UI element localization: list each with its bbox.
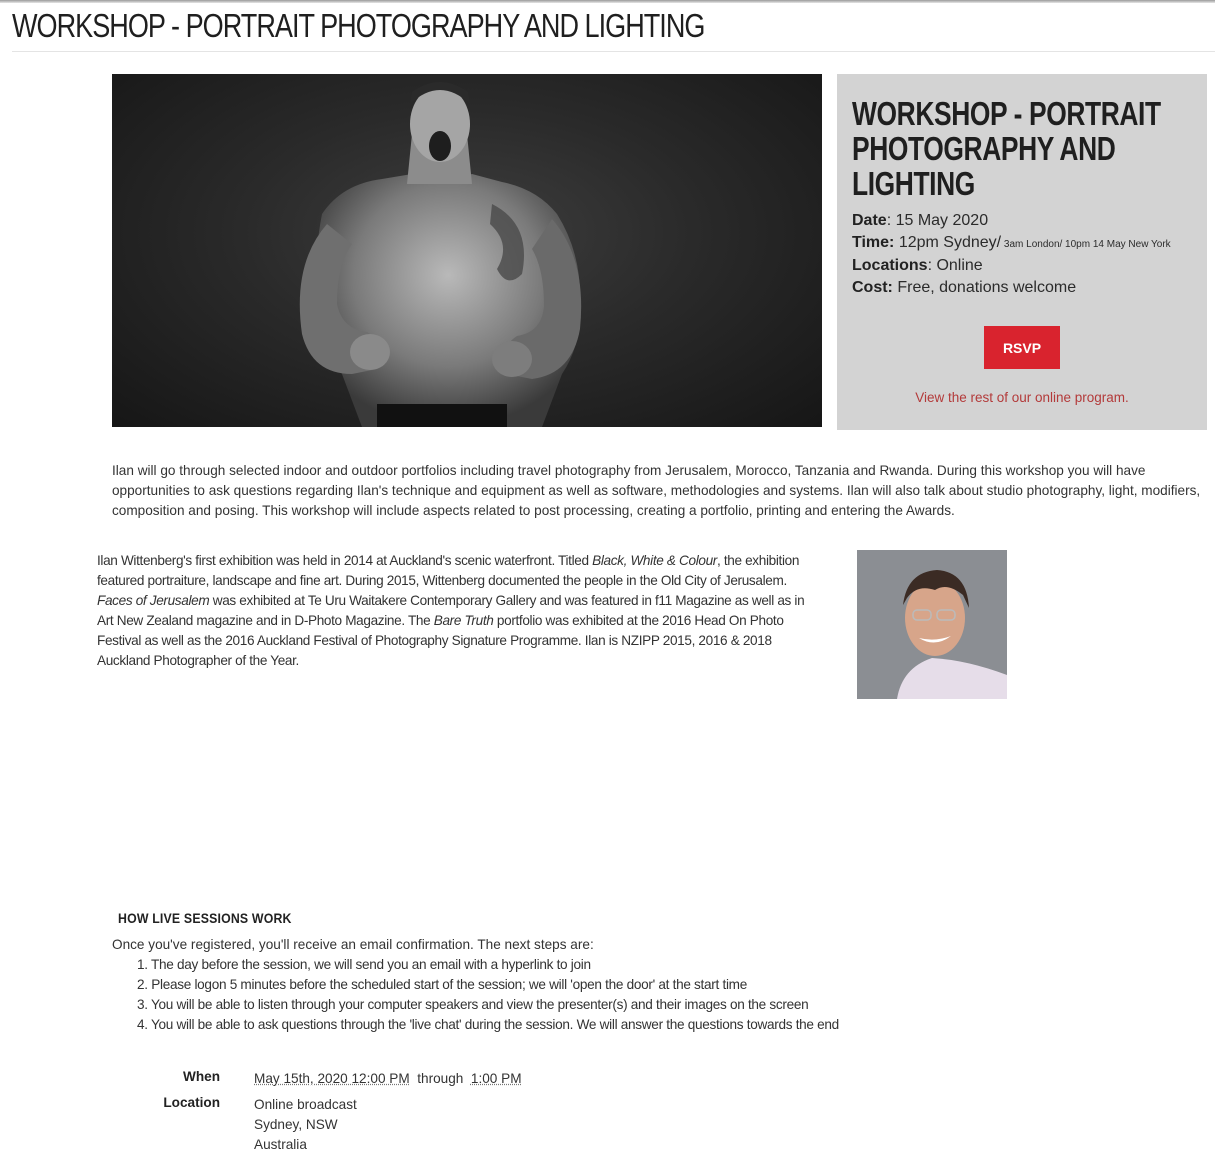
locations-row [852, 255, 1171, 277]
when-label: When [183, 1069, 220, 1084]
location-line: Sydney, NSW [254, 1117, 338, 1132]
title-divider [12, 51, 1215, 52]
steps-list [137, 955, 839, 1035]
location-value [254, 1095, 357, 1155]
top-shadow [0, 0, 1215, 3]
bio-text: , the exhibition featured portraiture, landscape and fine art. During 2015, Wittenberg documented the people in the Old City of Jerusalem. [97, 553, 800, 588]
how-sessions-heading: HOW LIVE SESSIONS WORK [118, 910, 292, 926]
event-info-panel [837, 74, 1207, 430]
step-item: 1. The day before the session, we will send you an email with a hyperlink to join [137, 957, 591, 972]
locations-value: : Online [927, 257, 983, 274]
online-program-link[interactable]: View the rest of our online program. [915, 390, 1129, 405]
step-item: 2. Please logon 5 minutes before the scheduled start of the session; we will 'open the door' at the start time [137, 977, 747, 992]
how-sessions-intro: Once you've registered, you'll receive an email confirmation. The next steps are: [112, 937, 594, 952]
locations-label: Locations [852, 257, 928, 274]
start-datetime: May 15th, 2020 12:00 PM [254, 1071, 410, 1086]
event-details [852, 210, 1171, 298]
workshop-description: Ilan will go through selected indoor and outdoor portfolios including travel photography from Jerusalem, Morocco, Tanzania and Rwanda. During this workshop you will have opportunities to ask questions regarding Ilan's technique and equipment as well as software, methodologies and systems. Ilan will also talk about studio photography, light, modifiers, composition and posing. This workshop will include aspects related to post processing, creating a portfolio, printing and entering the Awards. [112, 463, 1201, 518]
bio-text: was exhibited at Te Uru Waitakere Contemporary Gallery and was featured in f11 Magazine as well as in Art New Zealand magazine and in D-Photo Magazine. The [97, 593, 805, 628]
time-label: Time: [852, 233, 895, 251]
date-value: : 15 May 2020 [886, 212, 989, 229]
presenter-headshot-icon [857, 550, 1007, 699]
bio-text: Ilan Wittenberg's first exhibition was held in 2014 at Auckland's scenic waterfront. Titled [97, 553, 593, 568]
location-row [150, 1095, 522, 1155]
location-label: Location [163, 1095, 220, 1110]
cost-value: Free, donations welcome [892, 278, 1077, 296]
cost-row [852, 277, 1171, 299]
location-line: Australia [254, 1137, 307, 1152]
bio-exhibition-title: Black, White & Colour [592, 553, 717, 568]
cost-label: Cost: [852, 278, 893, 296]
portrait-photo-icon [112, 74, 822, 427]
through-text: through [417, 1071, 464, 1086]
step-item: 4. You will be able to ask questions through the 'live chat' during the session. We will answer the questions towards the end [137, 1017, 839, 1032]
time-other-zones: 3am London/ 10pm 14 May New York [1001, 238, 1171, 250]
bio-text: portfolio was exhibited at the 2016 Head On Photo Festival as well as the 2016 Auckland Festival of Photography Signature Programme. Ilan is NZIPP 2015, 2016 & 2018 Auckland Photographer of the Year. [97, 613, 784, 668]
time-value: 12pm Sydney/ [894, 233, 1002, 251]
location-line: Online broadcast [254, 1097, 357, 1112]
presenter-avatar [857, 550, 1007, 699]
event-title: WORKSHOP - PORTRAIT PHOTOGRAPHY AND LIGHTING [852, 95, 1161, 202]
presenter-bio [97, 551, 822, 671]
bio-exhibition-title: Bare Truth [433, 613, 494, 628]
date-label: Date [852, 212, 887, 229]
end-datetime: 1:00 PM [470, 1071, 522, 1086]
date-row [852, 210, 1171, 232]
step-item: 3. You will be able to listen through your computer speakers and view the presenter(s) and their images on the screen [137, 997, 809, 1012]
rsvp-button[interactable]: RSVP [984, 326, 1060, 369]
hero-image [112, 74, 822, 427]
time-row [852, 232, 1171, 256]
bio-exhibition-title: Faces of Jerusalem [97, 593, 210, 608]
when-value [254, 1069, 522, 1089]
event-meta [150, 1069, 522, 1155]
page-title: WORKSHOP - PORTRAIT PHOTOGRAPHY AND LIGHTING [12, 7, 705, 44]
when-row [150, 1069, 522, 1089]
